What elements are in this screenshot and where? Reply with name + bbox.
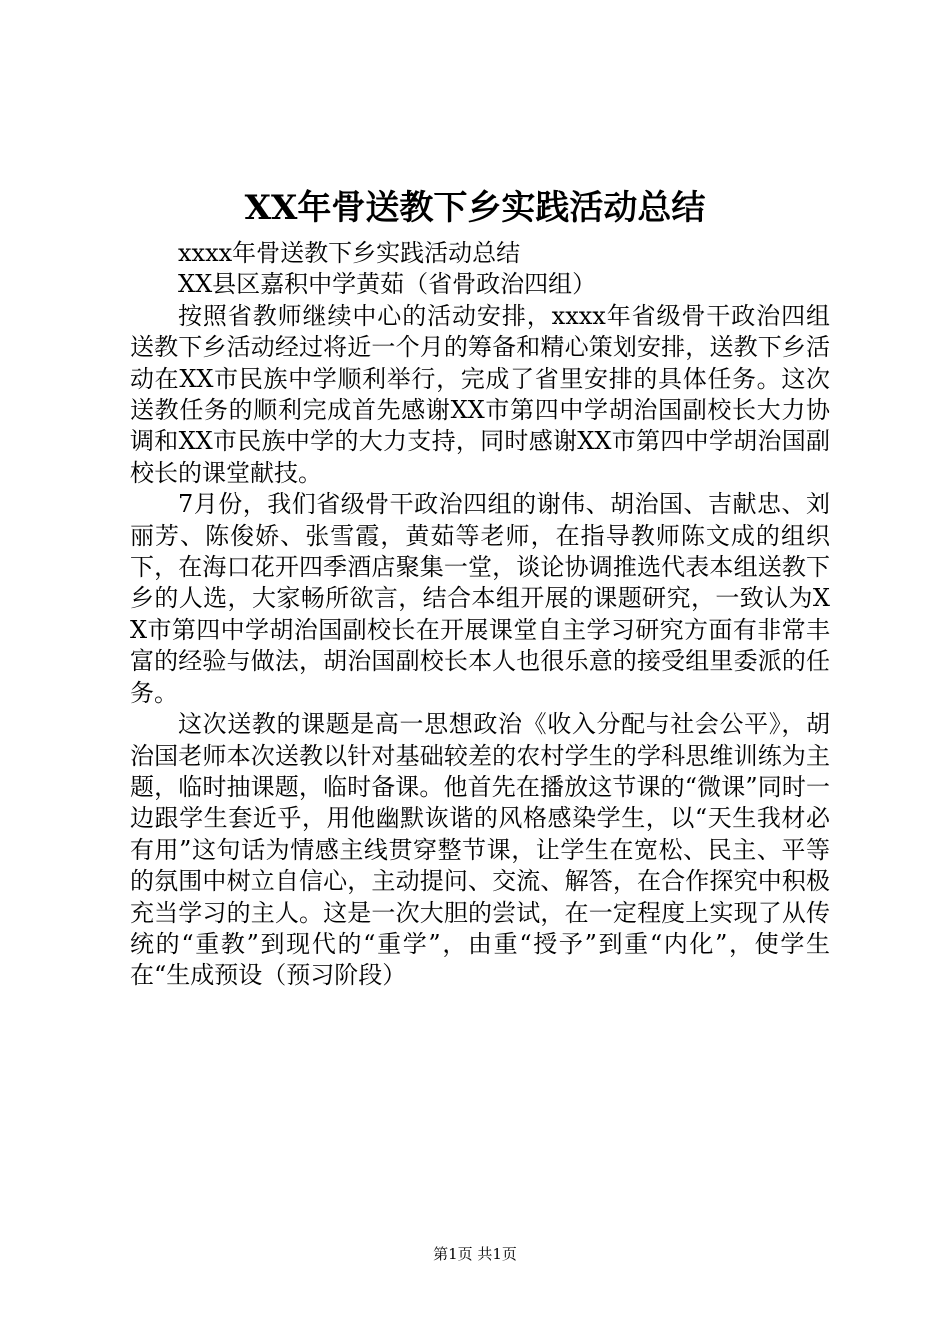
subtitle-paragraph: xxxx年骨送教下乡实践活动总结 (178, 239, 521, 267)
body-paragraph-1: 按照省教师继续中心的活动安排，xxxx年省级骨干政治四组送教下乡活动经过将近一个月的筹备和精心策划安排，送教下乡活动在XX市民族中学顺利举行，完成了省里安排的具体任务。这次送教任务的顺利完成首先感谢XX市第四中学胡治国副校长大力协调和XX市民族中学的大力支持，同时感谢XX市第四中学胡治国副校长的课堂献技。 (130, 301, 830, 487)
page-footer: 第1页 共1页 (433, 1245, 517, 1263)
body-paragraph-2: 7月份，我们省级骨干政治四组的谢伟、胡治国、吉献忠、刘丽芳、陈俊娇、张雪霞，黄茹等老师，在指导教师陈文成的组织下，在海口花开四季酒店聚集一堂，谈论协调推选代表本组送教下乡的人选，大家畅所欲言，结合本组开展的课题研究，一致认为XX市第四中学胡治国副校长在开展课堂自主学习研究方面有非常丰富的经验与做法，胡治国副校长本人也很乐意的接受组里委派的任务。 (130, 490, 830, 707)
body-paragraph-3: 这次送教的课题是高一思想政治《收入分配与社会公平》，胡治国老师本次送教以针对基础较差的农村学生的学科思维训练为主题，临时抽课题，临时备课。他首先在播放这节课的“微课”同时一边跟学生套近乎，用他幽默诙谐的风格感染学生，以“天生我材必有用”这句话为情感主线贯穿整节课，让学生在宽松、民主、平等的氛围中树立自信心，主动提问、交流、解答，在合作探究中积极充当学习的主人。这是一次大胆的尝试，在一定程度上实现了从传统的“重教”到现代的“重学”，由重“授予”到重“内化”，使学生在“生成预设（预习阶段） (130, 710, 830, 990)
author-paragraph: XX县区嘉积中学黄茹（省骨政治四组） (178, 270, 597, 299)
document-body (130, 238, 830, 992)
document-title: XX年骨送教下乡实践活动总结 (244, 188, 706, 228)
